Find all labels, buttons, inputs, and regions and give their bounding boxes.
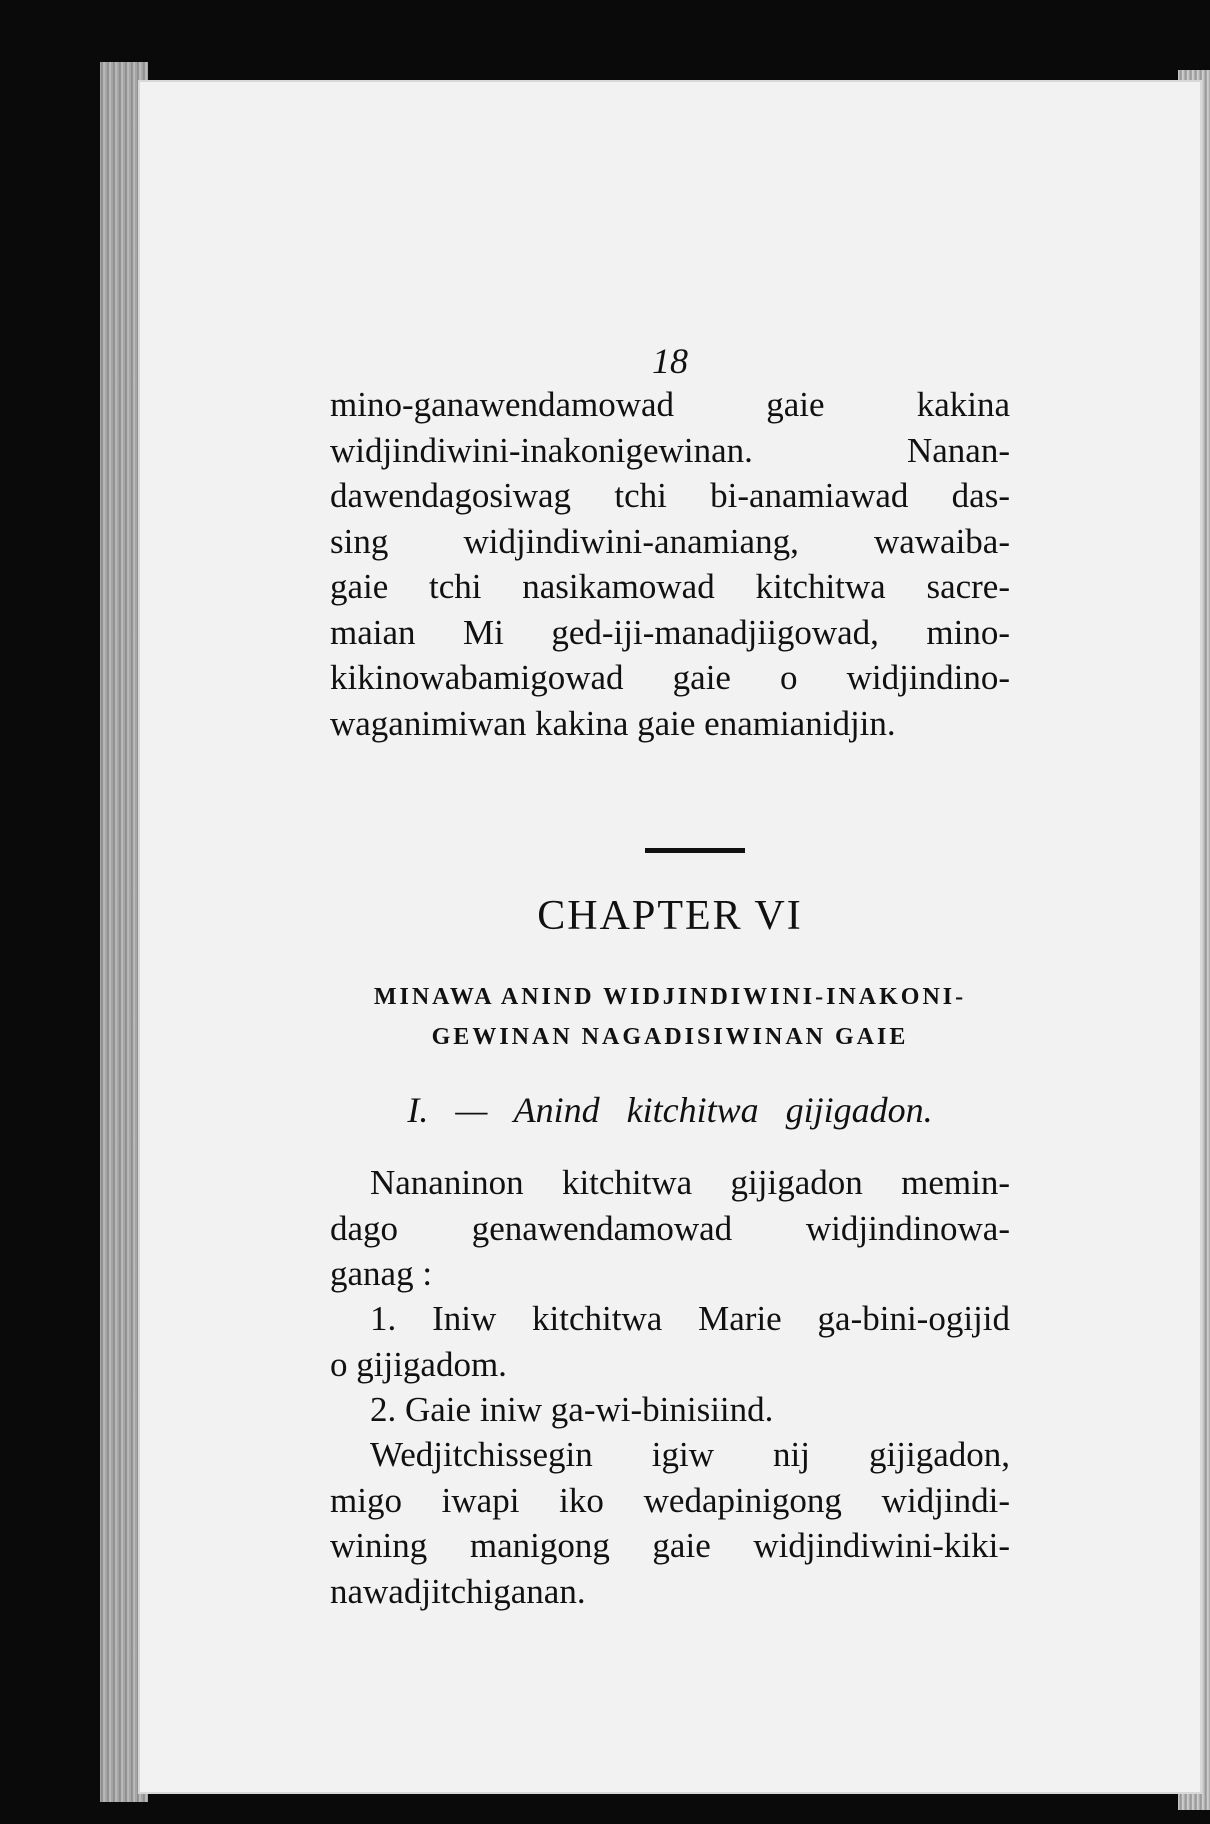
section-divider-rule bbox=[645, 848, 745, 853]
paragraph-1-line: maian Mi ged-iji-manadjiigowad, mino- bbox=[330, 612, 1010, 652]
paragraph-1-line: dawendagosiwag tchi bi-anamiawad das- bbox=[330, 476, 1010, 515]
paragraph-1-line: sing widjindiwini-anamiang, wawaiba- bbox=[330, 521, 1010, 561]
chapter-subtitle-line-1: MINAWA ANIND WIDJINDIWINI-INAKONI- bbox=[373, 984, 967, 1010]
paragraph-3-line: nawadjitchiganan. bbox=[330, 1571, 586, 1611]
section-title: I. — Anind kitchitwa gijigadon. bbox=[407, 1090, 933, 1130]
list-item-2-line: 2. Gaie iniw ga-wi-binisiind. bbox=[370, 1390, 774, 1429]
list-item-1 bbox=[330, 1296, 1010, 1387]
list-item-2 bbox=[330, 1387, 1010, 1433]
paragraph-3-line: migo iwapi iko wedapinigong widjindi- bbox=[330, 1480, 1010, 1520]
paragraph-3 bbox=[330, 1432, 1010, 1614]
paragraph-3-line: Wedjitchissegin igiw nij gijigadon, bbox=[370, 1435, 1010, 1474]
page-number: 18 bbox=[652, 341, 688, 381]
list-item-1-line: 1. Iniw kitchitwa Marie ga-bini-ogijid bbox=[370, 1299, 1010, 1338]
paragraph-1-line: kikinowabamigowad gaie o widjindino- bbox=[330, 658, 1010, 697]
paragraph-2-line: ganag : bbox=[330, 1254, 433, 1293]
paragraph-1-line: waganimiwan kakina gaie enamianidjin. bbox=[330, 703, 896, 743]
paragraph-2 bbox=[330, 1160, 1010, 1297]
list-item-1-line: o gijigadom. bbox=[330, 1344, 507, 1384]
book-page bbox=[140, 82, 1200, 1792]
chapter-title: CHAPTER VI bbox=[537, 893, 803, 939]
paragraph-1-line: widjindiwini-inakonigewinan. Nanan- bbox=[330, 430, 1010, 470]
paragraph-2-line: Nananinon kitchitwa gijigadon memin- bbox=[370, 1163, 1010, 1202]
paragraph-1-line: mino-ganawendamowad gaie kakina bbox=[330, 385, 1010, 424]
paragraph-3-line: wining manigong gaie widjindiwini-kiki- bbox=[330, 1526, 1010, 1565]
paragraph-1-line: gaie tchi nasikamowad kitchitwa sacre- bbox=[330, 567, 1010, 606]
paragraph-1 bbox=[330, 382, 1010, 746]
chapter-subtitle-line-2: GEWINAN NAGADISIWINAN GAIE bbox=[431, 1024, 909, 1050]
paragraph-2-line: dago genawendamowad widjindinowa- bbox=[330, 1208, 1010, 1248]
